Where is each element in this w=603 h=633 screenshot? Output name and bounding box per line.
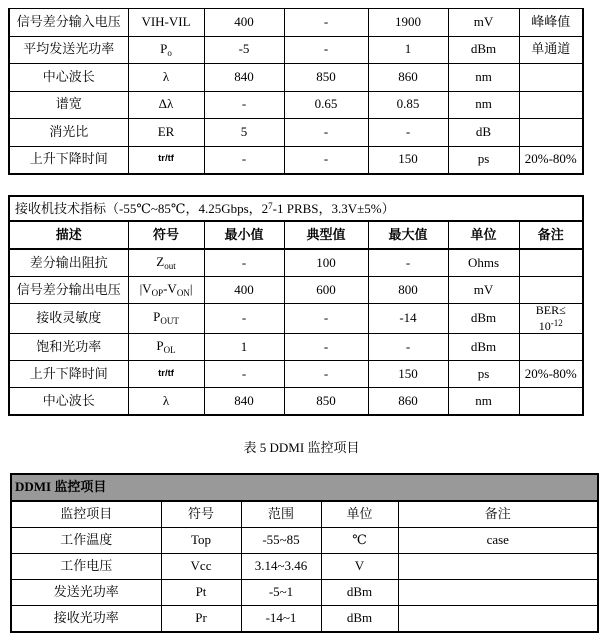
cell-desc: 平均发送光功率 (9, 36, 128, 64)
cell-max: 150 (368, 146, 448, 174)
cell-typ: - (284, 36, 368, 64)
title-pre: 接收机技术指标（-55℃~85℃，4.25Gbps，2 (15, 200, 269, 216)
cell-desc: 饱和光功率 (9, 334, 128, 361)
cell-note (519, 388, 583, 416)
cell-desc: 信号差分输出电压 (9, 277, 128, 304)
ddmi-table-title: DDMI 监控项目 (11, 474, 598, 501)
cell-max: -14 (368, 304, 448, 334)
ddmi-table (10, 473, 599, 633)
header-range: 范围 (241, 501, 321, 528)
cell-range: -55~85 (241, 528, 321, 554)
cell-desc: 上升下降时间 (9, 361, 128, 388)
table-row (9, 146, 583, 174)
cell-unit: dBm (448, 304, 519, 334)
symbol-sub: OP (151, 287, 164, 298)
header-note: 备注 (519, 221, 583, 249)
table-header-row (9, 221, 583, 249)
cell-symbol: λ (128, 388, 204, 416)
cell-unit: dBm (321, 580, 398, 606)
cell-symbol: Pt (161, 580, 241, 606)
cell-symbol: Top (161, 528, 241, 554)
header-min: 最小值 (204, 221, 284, 249)
note-base: 10 (538, 319, 551, 333)
table-row (9, 36, 583, 64)
cell-desc: 中心波长 (9, 64, 128, 92)
cell-unit: dBm (448, 334, 519, 361)
cell-note (519, 304, 583, 334)
cell-typ: - (284, 9, 368, 37)
table-title-row (9, 196, 583, 221)
cell-typ: 100 (284, 249, 368, 277)
cell-max: - (368, 249, 448, 277)
table-caption: 表 5 DDMI 监控项目 (243, 440, 360, 455)
cell-max: 1900 (368, 9, 448, 37)
cell-desc: 谱宽 (9, 91, 128, 119)
cell-note (398, 606, 598, 633)
cell-typ: 0.65 (284, 91, 368, 119)
symbol-sub: OL (163, 344, 176, 355)
cell-note (519, 334, 583, 361)
cell-min: 400 (204, 277, 284, 304)
cell-max: 1 (368, 36, 448, 64)
note-sup: -12 (550, 318, 563, 328)
cell-symbol: tr/tf (128, 361, 204, 388)
cell-item: 工作温度 (11, 528, 161, 554)
cell-max: 0.85 (368, 91, 448, 119)
header-desc: 描述 (9, 221, 128, 249)
cell-range: -14~1 (241, 606, 321, 633)
cell-desc: 差分输出阻抗 (9, 249, 128, 277)
symbol-sub: o (167, 47, 172, 58)
cell-note (398, 580, 598, 606)
cell-symbol: Δλ (128, 91, 204, 119)
table-header-row (11, 501, 598, 528)
header-symbol: 符号 (161, 501, 241, 528)
cell-note (398, 554, 598, 580)
cell-symbol: λ (128, 64, 204, 92)
cell-typ: - (284, 334, 368, 361)
table-row (9, 388, 583, 416)
cell-min: -5 (204, 36, 284, 64)
cell-typ: - (284, 146, 368, 174)
cell-min: 840 (204, 388, 284, 416)
table-row (9, 277, 583, 304)
cell-typ: - (284, 119, 368, 147)
header-unit: 单位 (448, 221, 519, 249)
cell-typ: - (284, 361, 368, 388)
cell-max: 860 (368, 388, 448, 416)
title-sup: 7 (268, 200, 273, 211)
cell-note: 20%-80% (519, 146, 583, 174)
cell-min: 5 (204, 119, 284, 147)
cell-symbol: Pr (161, 606, 241, 633)
cell-desc: 接收灵敏度 (9, 304, 128, 334)
table-row (11, 554, 598, 580)
cell-min: - (204, 91, 284, 119)
cell-symbol (128, 249, 204, 277)
symbol-sub: OUT (160, 316, 179, 327)
table-row (9, 91, 583, 119)
header-unit: 单位 (321, 501, 398, 528)
header-typ: 典型值 (284, 221, 368, 249)
cell-unit: nm (448, 64, 519, 92)
cell-unit: V (321, 554, 398, 580)
cell-unit: mV (448, 277, 519, 304)
cell-unit: dBm (448, 36, 519, 64)
cell-note: case (398, 528, 598, 554)
cell-typ: 600 (284, 277, 368, 304)
cell-desc: 信号差分输入电压 (9, 9, 128, 37)
cell-item: 发送光功率 (11, 580, 161, 606)
cell-note: 单通道 (519, 36, 583, 64)
header-symbol: 符号 (128, 221, 204, 249)
table-title-row (11, 474, 598, 501)
cell-symbol (128, 304, 204, 334)
cell-note (519, 91, 583, 119)
table-row (9, 9, 583, 37)
cell-unit: nm (448, 91, 519, 119)
header-max: 最大值 (368, 221, 448, 249)
symbol-base: P (160, 40, 168, 56)
cell-symbol: ER (128, 119, 204, 147)
cell-max: 860 (368, 64, 448, 92)
table-row (9, 249, 583, 277)
table-row (9, 334, 583, 361)
rx-spec-table (8, 195, 584, 416)
cell-range: -5~1 (241, 580, 321, 606)
header-item: 监控项目 (11, 501, 161, 528)
cell-desc: 消光比 (9, 119, 128, 147)
cell-unit: mV (448, 9, 519, 37)
cell-typ: 850 (284, 64, 368, 92)
table-row (9, 304, 583, 334)
cell-item: 工作电压 (11, 554, 161, 580)
cell-max: 150 (368, 361, 448, 388)
cell-unit: ps (448, 146, 519, 174)
cell-typ: - (284, 304, 368, 334)
table-row (9, 361, 583, 388)
symbol-part: | (189, 280, 193, 296)
title-post: -1 PRBS，3.3V±5%） (272, 200, 395, 216)
cell-unit: ℃ (321, 528, 398, 554)
table-row (9, 119, 583, 147)
cell-desc: 上升下降时间 (9, 146, 128, 174)
cell-max: - (368, 334, 448, 361)
cell-symbol: tr/tf (128, 146, 204, 174)
cell-min: - (204, 361, 284, 388)
note-line1: BER≤ (535, 303, 566, 317)
cell-note (519, 249, 583, 277)
symbol-base: P (153, 309, 161, 325)
cell-unit: dB (448, 119, 519, 147)
symbol-sub: out (164, 260, 176, 271)
table-row (11, 580, 598, 606)
tx-spec-table (8, 8, 584, 175)
cell-min: - (204, 249, 284, 277)
cell-min: - (204, 146, 284, 174)
cell-typ: 850 (284, 388, 368, 416)
cell-min: 840 (204, 64, 284, 92)
table-row (11, 606, 598, 633)
symbol-base: Z (156, 253, 165, 269)
table-row (11, 528, 598, 554)
cell-item: 接收光功率 (11, 606, 161, 633)
cell-max: 800 (368, 277, 448, 304)
cell-min: 400 (204, 9, 284, 37)
cell-note (519, 277, 583, 304)
cell-symbol (128, 334, 204, 361)
symbol-part: -V (163, 280, 177, 296)
cell-unit: nm (448, 388, 519, 416)
symbol-sub: ON (176, 287, 190, 298)
cell-range: 3.14~3.46 (241, 554, 321, 580)
cell-min: - (204, 304, 284, 334)
cell-symbol: VIH-VIL (128, 9, 204, 37)
cell-note: 20%-80% (519, 361, 583, 388)
cell-note (519, 119, 583, 147)
cell-note: 峰峰值 (519, 9, 583, 37)
cell-unit: ps (448, 361, 519, 388)
header-note: 备注 (398, 501, 598, 528)
symbol-part: |V (139, 280, 152, 296)
cell-min: 1 (204, 334, 284, 361)
cell-symbol (128, 277, 204, 304)
cell-note (519, 64, 583, 92)
table-row (9, 64, 583, 92)
cell-unit: dBm (321, 606, 398, 633)
rx-table-title (9, 196, 583, 221)
cell-symbol (128, 36, 204, 64)
symbol-base: P (156, 337, 164, 353)
cell-max: - (368, 119, 448, 147)
cell-desc: 中心波长 (9, 388, 128, 416)
cell-unit: Ohms (448, 249, 519, 277)
cell-symbol: Vcc (161, 554, 241, 580)
